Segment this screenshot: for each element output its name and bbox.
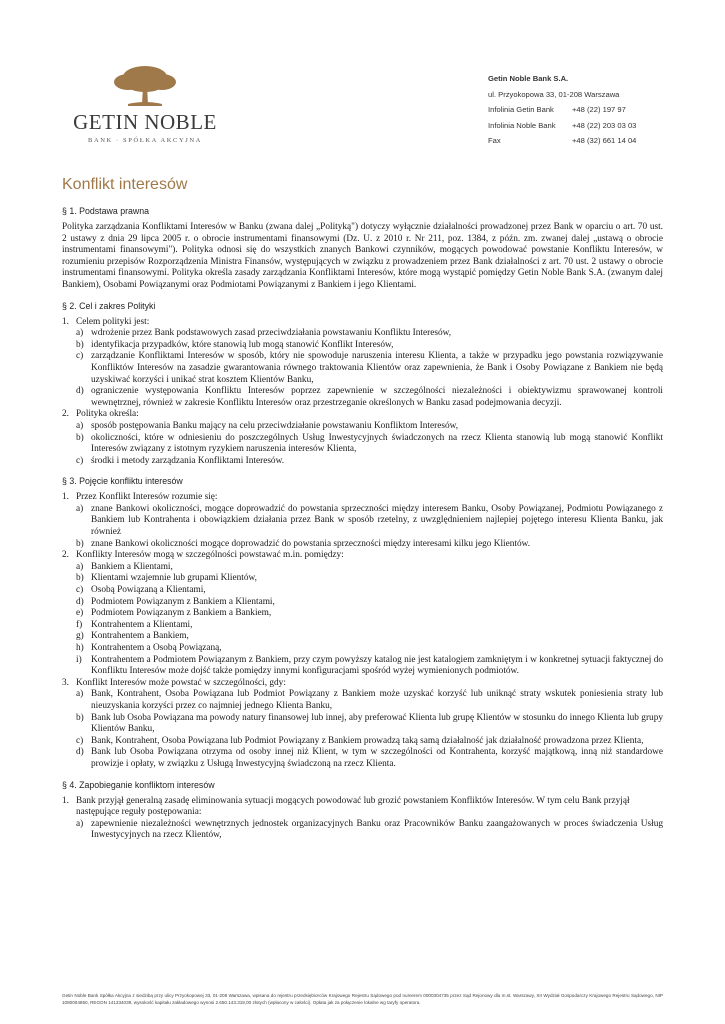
sub-item (76, 689, 663, 712)
sub-text: Bank, Kontrahent, Osoba Powiązana lub Podmiot Powiązany z Bankiem prowadzą taką samą działalność jak działalność prowadzona przez Klienta, (91, 735, 644, 746)
sub-text: Kontrahentem a Bankiem, (91, 631, 189, 642)
logo-wordmark: GETIN NOBLE (73, 110, 217, 134)
sub-text: Kontrahentem a Podmiotem Powiązanym z Bankiem, przy czym powyższy katalog nie jest katalogiem zamkniętym i w konkretnej sytuacji faktycznej do Konfliktu Interesów może dojść także pomiędzy innymi konfiguracjami spośród wyżej wymienionych podmiotów. (91, 654, 663, 677)
contact-block (488, 71, 636, 149)
sub-item (76, 386, 663, 409)
sub-text: znane Bankowi okoliczności mogące doprowadzić do powstania sprzeczności między interesami kilku jego Klientów. (91, 538, 531, 549)
sub-list (76, 421, 663, 467)
sub-item (76, 747, 663, 770)
sub-text: okoliczności, które w odniesieniu do poszczególnych Usług Inwestycyjnych świadczonych na rzecz Klienta stanowią lub mogą stanowić Konflikt Interesów związany z istotnym ryzykiem naruszenia interesów Klienta, (91, 432, 663, 455)
contact-value: +48 (32) 661 14 04 (572, 136, 637, 146)
section-paragraph: Polityka zarządzania Konfliktami Interesów w Banku (zwana dalej „Polityką") dotyczy wyłącznie działalności prowadzonej przez Bank w oparciu o art. 70 ust. 2 ustawy z dnia 29 lipca 2005 r. o obrocie instrumentami finansowymi (Dz. U. z 2010 r. Nr 211, poz. 1384, z późn. zm. zwanej dalej „ustawą o obrocie instrumentami finansowymi"). Polityka odnosi się do wszystkich znanych Bankowi czynników, mogących powodować powstanie Konfliktu Interesów, w rozumieniu przepisów Rozporządzenia Ministra Finansów, występujących w związku z prowadzeniem przez Bank działalności z art. 70 ust. 2 ustawy o obrocie instrumentami finansowymi. Polityka określa zasady zarządzania Konfliktami Interesów, które mogą wystąpić pomiędzy Getin Noble Bank S.A. (zwanym dalej Bankiem), Osobami Powiązanymi oraz Podmiotami Powiązanymi z Bankiem i jego Klientami. (62, 222, 663, 290)
sub-letter: b) (76, 712, 84, 723)
sub-text: Bankiem a Klientami, (91, 561, 173, 572)
sub-text: Klientami wzajemnie lub grupami Klientów, (91, 573, 257, 584)
contact-row (488, 133, 636, 149)
sub-letter: a) (76, 689, 84, 700)
section-heading: § 1. Podstawa prawna (62, 206, 150, 216)
sub-text: Podmiotem Powiązanym z Bankiem a Klientami, (91, 596, 275, 607)
sub-item (76, 736, 663, 748)
sub-letter: c) (76, 735, 84, 746)
list-item (62, 796, 663, 842)
sub-item (76, 597, 663, 609)
list-item (62, 550, 663, 678)
sub-item (76, 562, 663, 574)
sub-item (76, 608, 663, 620)
sub-letter: a) (76, 818, 84, 829)
sub-item (76, 504, 663, 539)
sub-item (76, 643, 663, 655)
company-name: Getin Noble Bank S.A. (488, 74, 569, 83)
sub-text: zapewnienie niezależności wewnętrznych jednostek organizacyjnych Banku oraz Pracowników Banku zaangażowanych w proces świadczenia Usług Inwestycyjnych na rzecz Klientów, (91, 818, 663, 841)
sub-list (76, 819, 663, 842)
sub-item (76, 631, 663, 643)
sub-list (76, 504, 663, 550)
sub-text: Bank, Kontrahent, Osoba Powiązana lub Podmiot Powiązany z Bankiem może uzyskać korzyść lub uniknąć straty wskutek poniesienia straty lub nieuzyskania korzyści przez co najmniej jednego Klienta Banku, (91, 689, 663, 711)
sub-item (76, 713, 663, 736)
sub-letter: c) (76, 585, 84, 596)
sub-letter: d) (76, 747, 84, 758)
contact-value: +48 (22) 203 03 03 (572, 120, 637, 130)
item-number: 2. (62, 409, 69, 420)
sub-text: sposób postępowania Banku mający na celu przeciwdziałanie powstawaniu Konfliktom Interesów, (91, 420, 459, 431)
sub-item (76, 433, 663, 456)
sub-letter: c) (76, 455, 84, 466)
sub-item (76, 340, 663, 352)
section-heading: § 4. Zapobieganie konfliktom interesów (62, 779, 215, 790)
sub-letter: b) (76, 573, 84, 584)
sub-letter: g) (76, 631, 84, 642)
contact-label: Infolinia Noble Bank (488, 120, 556, 130)
sub-item (76, 585, 663, 597)
sub-letter: i) (76, 654, 82, 665)
sub-letter: d) (76, 596, 84, 607)
sub-letter: f) (76, 619, 83, 630)
list-item (62, 409, 663, 467)
sub-text: Kontrahentem a Klientami, (91, 619, 193, 630)
sub-letter: b) (76, 339, 84, 350)
contact-row (488, 102, 636, 118)
numbered-list (62, 317, 663, 468)
sub-letter: a) (76, 328, 84, 339)
section-heading: § 3. Pojęcie konfliktu interesów (62, 476, 183, 487)
item-text: Konflikt Interesów może powstać w szczególności, gdy: (76, 677, 286, 688)
sub-item (76, 456, 663, 468)
sub-letter: c) (76, 351, 84, 362)
sub-list (76, 689, 663, 770)
numbered-list (62, 796, 663, 842)
section-heading: § 2. Cel i zakres Polityki (62, 300, 156, 311)
legal-footer: Getin Noble Bank Spółka Akcyjna z siedzibą przy ulicy Przyokopowej 33, 01-208 Warszawa, wpisana do rejestru przedsiębiorców Krajowego Rejestru Sądowego pod numerem 0000304735 przez Sąd Rejonowy dla m.st. Warszawy, XII Wydział Gospodarczy Krajowego Rejestru Sądowego, NIP 1080004850, REGON 141334039, wysokość kapitału zakładowego wynosi 2.650.143.319,00 złotych (wpłacony w całości). Opłata jak za połączenie lokalne wg taryfy operatora. (62, 993, 663, 1005)
list-item (62, 317, 663, 410)
list-item (62, 492, 663, 550)
item-number: 3. (62, 677, 69, 688)
contact-value: +48 (22) 197 97 (572, 105, 626, 115)
sub-text: Osobą Powiązaną a Klientami, (91, 585, 206, 596)
item-text: Bank przyjął generalną zasadę eliminowania sytuacji mogących powodować lub grozić powstaniem Konfliktów Interesów. W tym celu Bank przyjął następujące reguły postępowania: (76, 795, 630, 818)
sub-letter: b) (76, 432, 84, 443)
sub-text: wdrożenie przez Bank podstawowych zasad przeciwdziałania powstawaniu Konfliktu Interesów, (91, 328, 452, 339)
sub-text: Bank lub Osoba Powiązana ma powody natury finansowej lub innej, aby preferować Klienta lub grupę Klientów w stosunku do innego Klienta lub grupy Klientów Banku, (91, 712, 663, 735)
sub-letter: b) (76, 538, 84, 549)
sub-text: ograniczenie występowania Konfliktu Interesów poprzez zapewnienie w szczególności niezależności i obiektywizmu sprawowanej kontroli wewnętrznej, również w zakresie Konfliktu Interesów oraz przestrzeganie określonych w Banku zasad podejmowania decyzji. (91, 386, 663, 408)
sub-letter: d) (76, 386, 84, 397)
sub-item (76, 819, 663, 842)
sub-item (76, 328, 663, 340)
sub-letter: a) (76, 420, 84, 431)
sub-list (76, 562, 663, 678)
item-text: Przez Konflikt Interesów rozumie się: (76, 492, 218, 503)
item-number: 2. (62, 550, 69, 561)
sub-letter: a) (76, 561, 84, 572)
page-title: Konflikt interesów (62, 176, 188, 193)
numbered-list (62, 492, 663, 770)
item-text: Polityka określa: (76, 409, 139, 420)
sub-item (76, 539, 663, 551)
sub-text: Kontrahentem a Osobą Powiązaną, (91, 643, 222, 653)
list-item (62, 678, 663, 771)
item-number: 1. (62, 316, 69, 327)
contact-label: Fax (488, 136, 501, 146)
sub-text: identyfikacja przypadków, które stanowią lub mogą stanowić Konflikt Interesów, (91, 339, 394, 350)
sub-text: znane Bankowi okoliczności, mogące doprowadzić do powstania sprzeczności między interesem Banku, Osoby Powiązanej, Podmiotu Powiązanego z Bankiem lub Kontrahenta i obowiązkiem działania przez Bank w sposób rzetelny, z uwzględnieniem najlepiej pojętego interesu Klienta Banku, jak również (91, 503, 663, 538)
contact-label: Infolinia Getin Bank (488, 105, 554, 115)
sub-text: środki i metody zarządzania Konfliktami Interesów. (91, 455, 285, 466)
company-address: ul. Przyokopowa 33, 01-208 Warszawa (488, 89, 620, 99)
sub-item (76, 655, 663, 678)
item-number: 1. (62, 795, 69, 806)
sub-item (76, 620, 663, 632)
sub-list (76, 328, 663, 409)
sub-letter: h) (76, 643, 84, 653)
tree-icon (110, 64, 180, 108)
item-text: Celem polityki jest: (76, 316, 150, 327)
sub-text: Bank lub Osoba Powiązana otrzyma od osoby innej niż Klient, w tym w szczególności od Kontrahenta, korzyść majątkową, inną niż standardowe prowizje i opłaty, w związku z Usługą Inwestycyjną świadczoną na rzecz Klienta. (91, 747, 663, 769)
document-body (62, 206, 663, 851)
sub-letter: e) (76, 608, 84, 619)
sub-item (76, 421, 663, 433)
sub-letter: a) (76, 503, 84, 514)
sub-text: Podmiotem Powiązanym z Bankiem a Bankiem, (91, 608, 272, 619)
sub-item (76, 351, 663, 386)
bank-logo (60, 64, 230, 144)
sub-item (76, 573, 663, 585)
sub-text: zarządzanie Konfliktami Interesów w sposób, który nie spowoduje naruszenia interesu Klienta, a także w przypadku jego powstania rozwiązywanie Konfliktów Interesów na zasadzie gwarantowania równego traktowania Klientów oraz zapewnienia, że Bank i Osoby Powiązane z Bankiem nie będą uzyskiwać korzyści i unikać strat kosztem Klientów Banku, (91, 351, 663, 385)
item-text: Konflikty Interesów mogą w szczególności powstawać m.in. pomiędzy: (76, 550, 344, 561)
item-number: 1. (62, 492, 69, 503)
contact-row (488, 118, 636, 134)
logo-subtitle: BANK · SPÓŁKA AKCYJNA (88, 137, 202, 144)
